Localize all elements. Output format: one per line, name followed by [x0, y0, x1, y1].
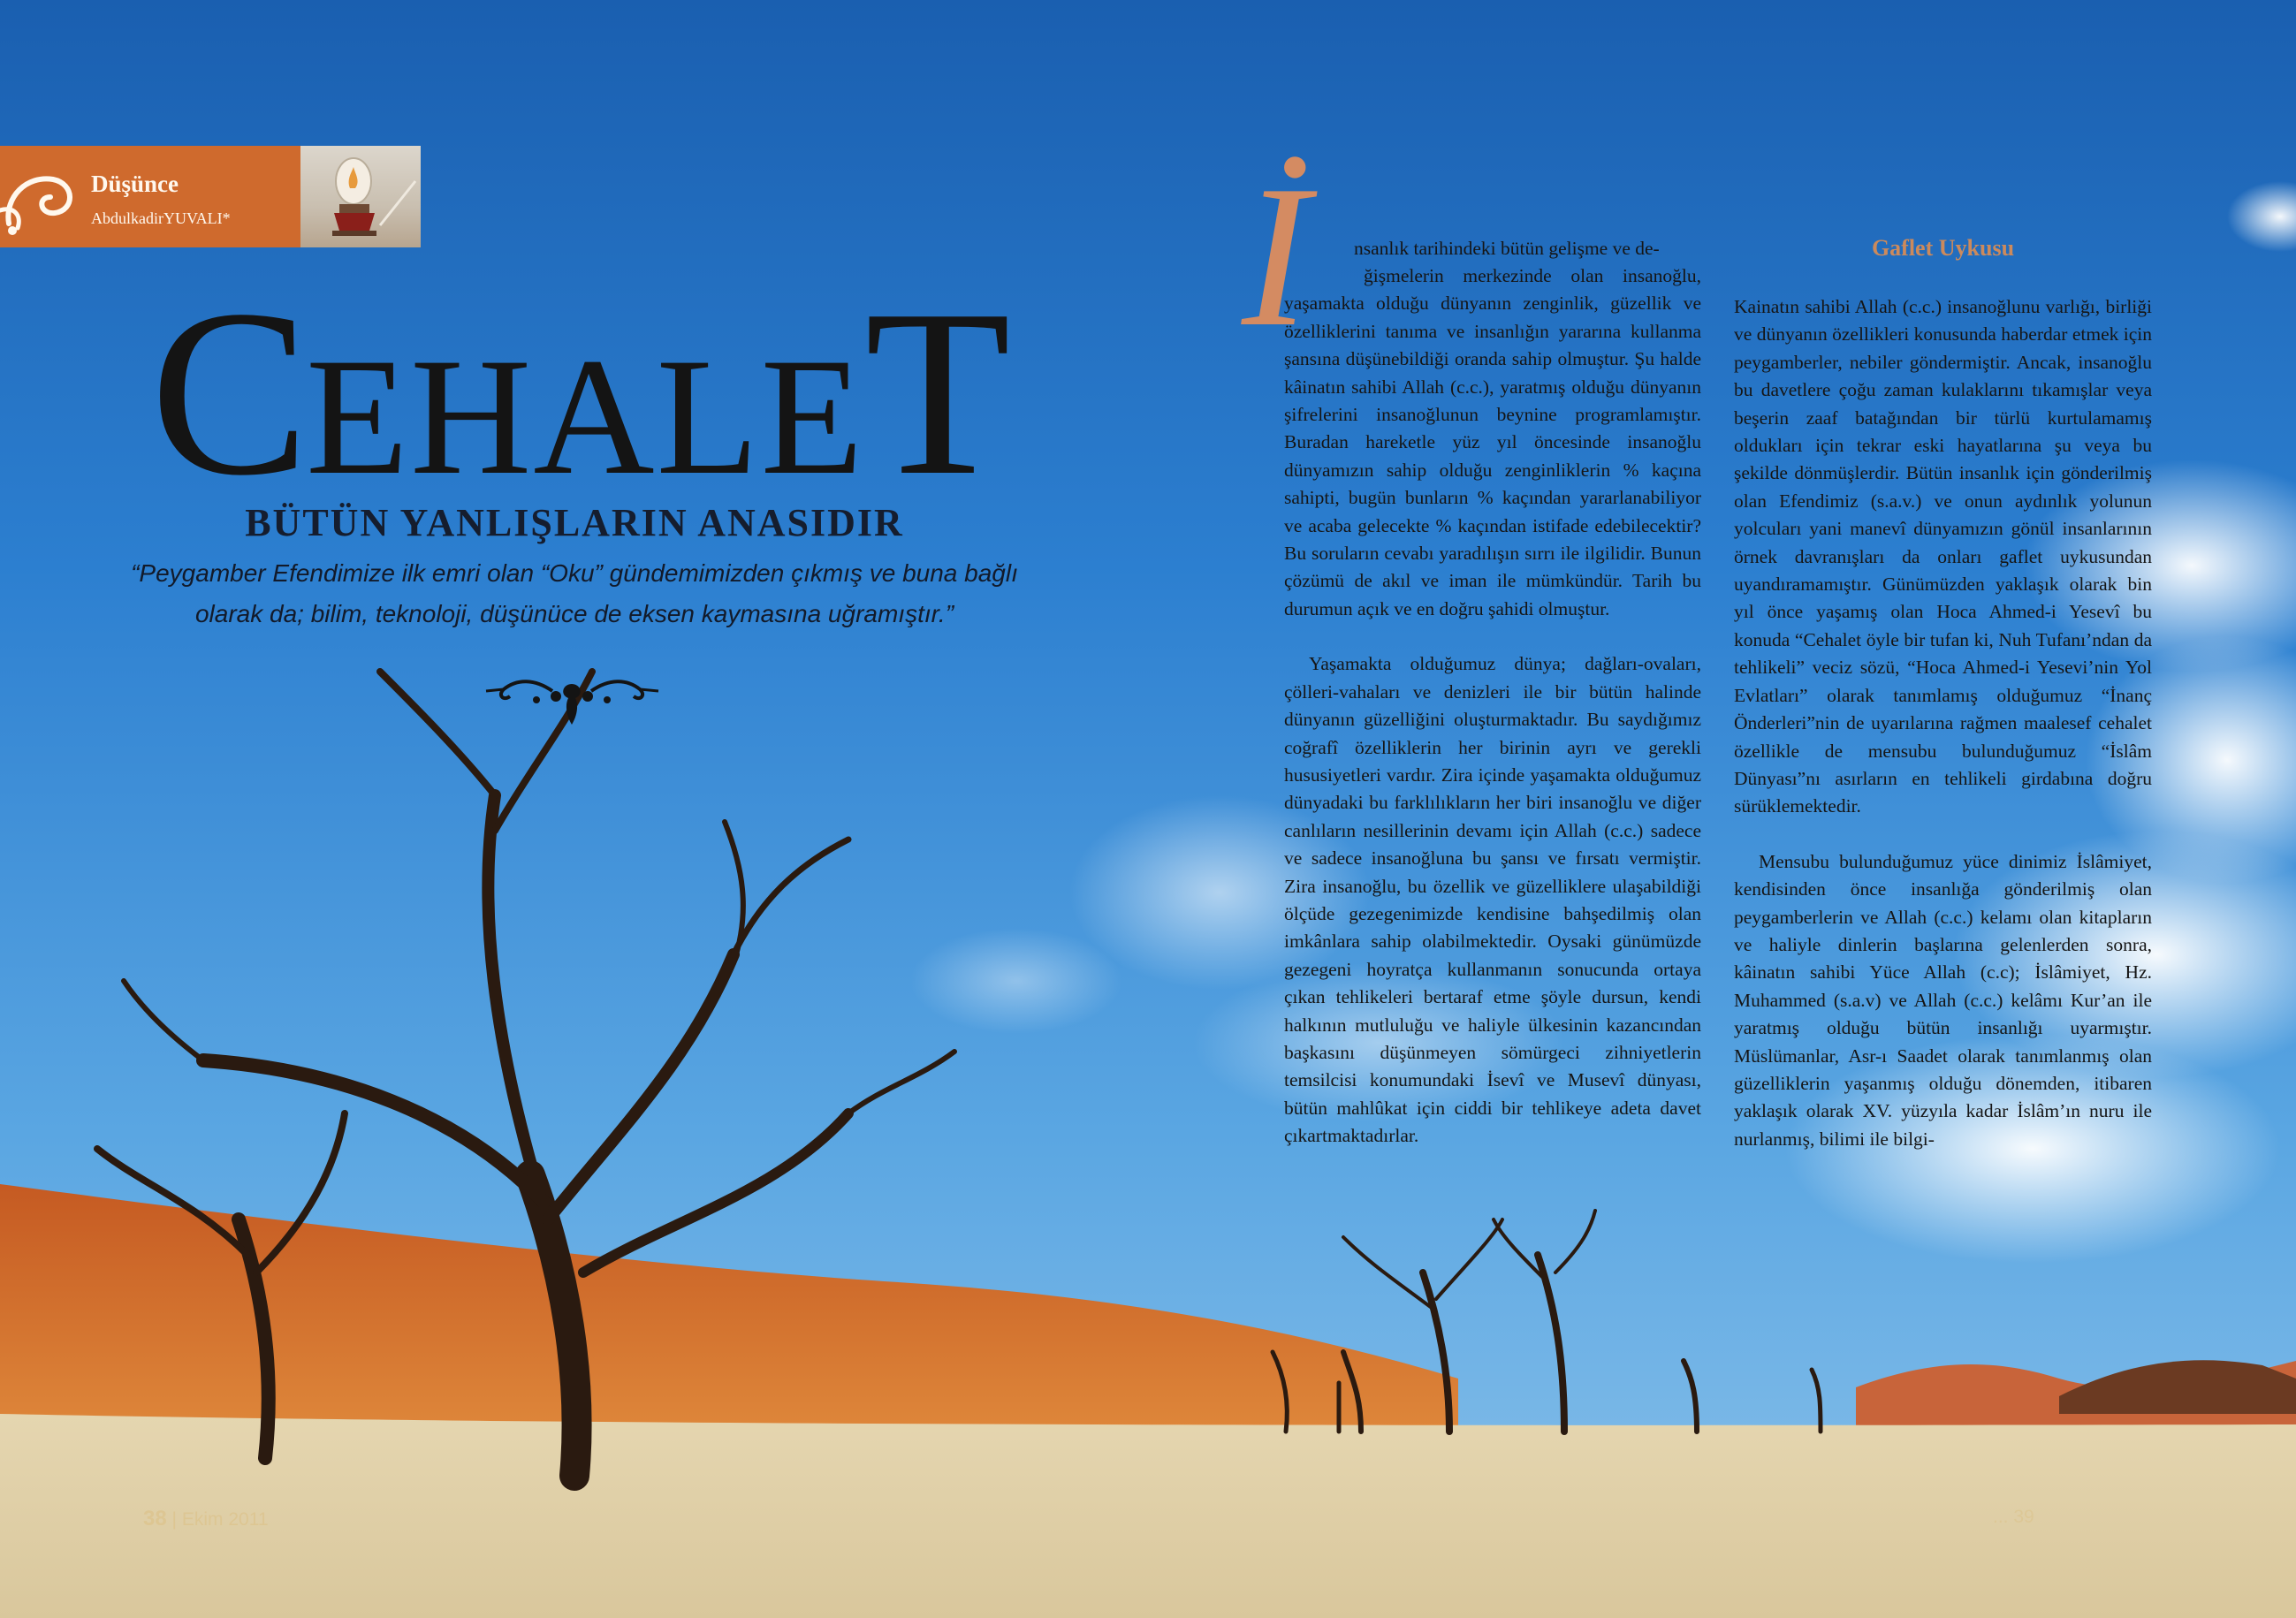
title-middle: EHALE — [306, 324, 865, 510]
title-initial: C — [150, 261, 307, 525]
category-title: Düşünce — [91, 171, 179, 197]
oil-lamp-photo — [300, 146, 421, 247]
paragraph: Mensubu bulunduğumuz yüce dinimiz İslâmiyet, kendisinden önce insanlığa gönderilmiş olan peygamberlerin ve Allah (c.c.) kelamı olan kitapların ve haliyle dinlerin başlarına gelenlerden sonra, kâinatın sahibi Yüce Allah (c.c); İslâmiyet, Hz. Muhammed (s.a.v) ve Allah (c.c.) kelâmı Kur’an ile yaratmış olduğu bütün insanlığı uyarmıştır. Müslümanlar, Asr-ı Saadet olarak tanımlanmış olan güzelliklerin yaşanmış olduğu dönemden, itibaren yaklaşık olarak XV. yüzyıla kadar İslâm’ın nuru ile nurlanmış, bilimi ile bilgi- — [1734, 850, 2152, 1150]
page-footer-left — [143, 1507, 269, 1531]
section-heading: Gaflet Uykusu — [1871, 235, 2015, 261]
page-number: 38 — [143, 1507, 167, 1531]
issue-date: Ekim 2011 — [181, 1509, 269, 1530]
body-column-right — [1734, 293, 2152, 1181]
page-footer-right: ... 39 — [1993, 1507, 2034, 1527]
article-subtitle: BÜTÜN YANLIŞLARIN ANASIDIR — [245, 501, 904, 544]
footer-separator: | — [171, 1509, 182, 1530]
body-column-left — [1284, 262, 1701, 1178]
paragraph: Yaşamakta olduğumuz dünya; dağları-ovaları, çölleri-vahaları ve denizleri ile bir bütün halinde dünyanın güzelliğini oluşturmaktadır. Bu saydığımız coğrafî özelliklerin her birinin ayrı ve gerekli hususiyetleri vardır. Zira içinde yaşamakta olduğumuz dünyadaki bu farklılıkların her biri insanoğlu ve diğer canlıların nesillerinin devamı için Allah (c.c.) sadece ve sadece insanoğluna bu şansı ve fırsatı vermiştir. Zira insanoğlu, bu özellik ve güzelliklere ulaşabildiği ölçüde gezegenimizde kendisine bahşedilmiş olan imkânlara sahip olabilmektedir. Oysaki günümüzde gezegeni hoyratça kullanmanın sonucunda ortaya çıkan tehlikeleri bertaraf etme şöyle dursun, kendi halkının mutluluğu ve haliyle ülkesinin kazancından başkasını düşünmeyen sömürgeci zihniyetlerin temsilcisi konumundaki İsevî ve Musevî dünyası, bütün mahlûkat için ciddi bir tehlikeye adeta davet çıkartmaktadırlar. — [1284, 653, 1701, 1147]
category-banner — [0, 146, 300, 247]
first-line-text: nsanlık tarihindeki bütün gelişme ve de- — [1354, 238, 1660, 259]
author-name: AbdulkadirYUVALI* — [91, 209, 231, 227]
flourish-ornament-icon — [482, 670, 663, 732]
swirl-ornament-icon — [0, 162, 84, 241]
paragraph: ğişmelerin merkezinde olan insanoğlu, yaşamakta olduğu dünyanın zenginlik, güzellik ve özelliklerini tanıma ve insanlığın yararına kullanma şansına düşünebildiği oranda sahip olmuştur. Şu halde kâinatın sahibi Allah (c.c.), yaratmış olduğu dünyanın şifrelerini insanoğlunun beynine programlamıştır. Buradan hareketle yüz yıl öncesinde insanoğlu dünyamızın sahip olduğu zenginliklerin % kaçına sahipti, bugün bunların % kaçından yararlanabiliyor ve acaba gelecekte % kaçından istifade edebilecektir? Bu soruların cevabı yaradılışın sırrı ile ilgilidir. Bunun çözümü de akıl ve iman ile mümkündür. Tarih bu durumun açık ve en doğru şahidi olmuştur. — [1284, 265, 1701, 619]
paragraph: Kainatın sahibi Allah (c.c.) insanoğlunu varlığı, birliği ve dünyanın özellikleri konusunda haberdar etmek için peygamberler, nebiler göndermiştir. Ancak, insanoğlu bu davetlere çoğu zaman kulaklarını tıkamışlar veya beşerin zaaf batağından bir türlü kurtulamamış oldukları için tekrar eski hayatlarına şu veya bu şekilde dönmüşlerdir. Bütün insanlık için gönderilmiş olan Efendimiz (s.a.v.) ve onun aydınlık yolunun yolcuları yani manevî dünyamızın gönül insanlarının örnek davranışları da onları gaflet uykusundan uyandıramamıştır. Günümüzden yaklaşık olarak bin yıl önce yaşamış olan Hoca Ahmed-i Yesevî bu konuda “Cehalet öyle bir tufan ki, Nuh Tufanı’ndan da tehlikeli” veciz sözü, “Hoca Ahmed-i Yesevi’nin Yol Evlatları” olarak tanımlamış olduğumuz “İnanç Önderleri”nin de uyarılarına rağmen maalesef cehalet özellikle de mensubu bulunduğumuz “İslâm Dünyası”nı asırların en tehlikeli girdabına doğru sürüklemektedir. — [1734, 296, 2152, 817]
drop-cap-letter: İ — [1242, 143, 1310, 368]
title-final: T — [864, 261, 1007, 525]
article-quote: “Peygamber Efendimize ilk emri olan “Oku” gündemimizden çıkmış ve buna bağlı olarak da; bilim, teknoloji, düşünüce de eksen kaymasına uğramıştır.” — [131, 559, 1018, 627]
